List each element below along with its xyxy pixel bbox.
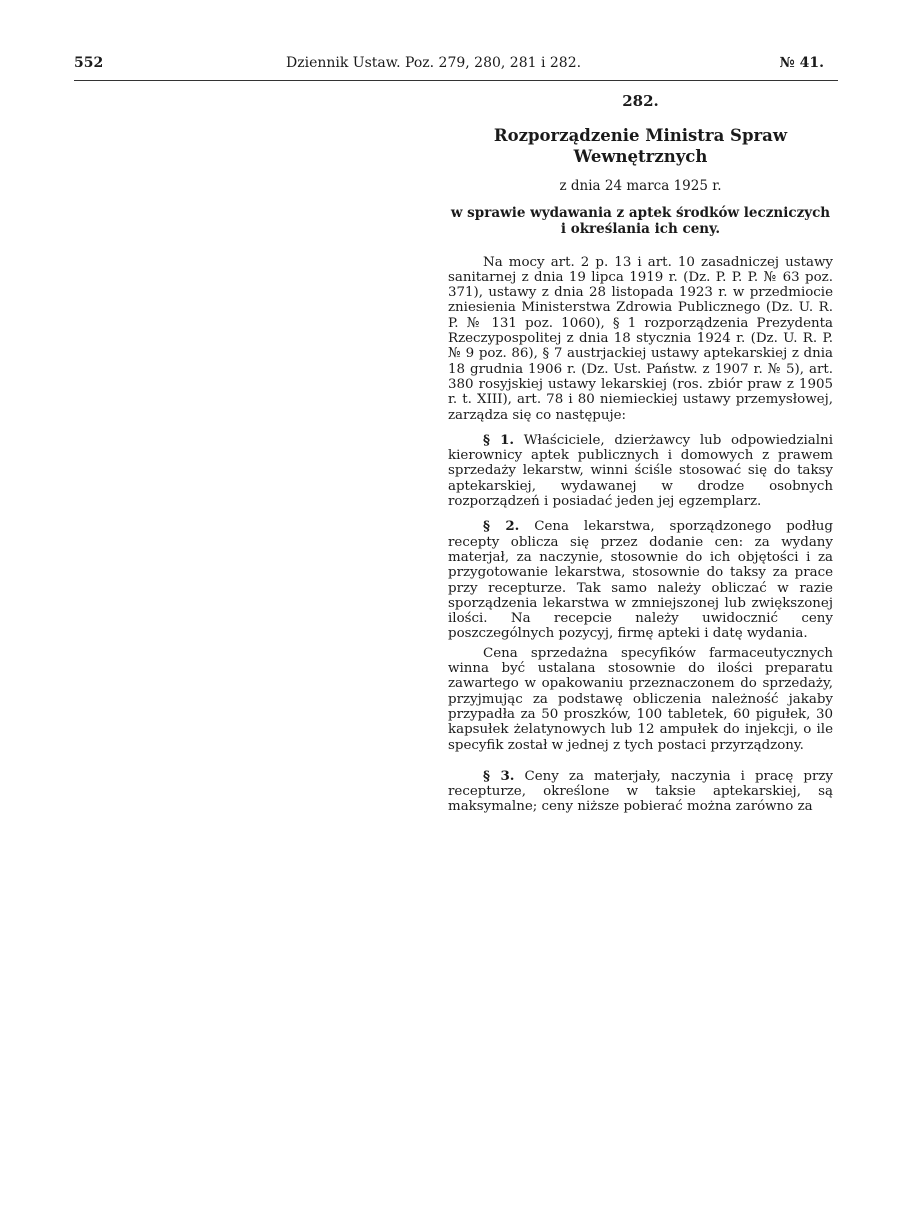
section-text: Cena sprzedażna specyfików farmaceutycznych winna być ustalana stosownie do ilości preparatu zawartego w opakowaniu przeznaczonem do sprzedaży, przyjmując za podstawę obliczenia należność jakaby przypadła za 50 proszków, 100 tabletek, 60 pigułek, 30 kapsułek żelatynowych lub 12 ampułek do injekcji, o ile specyfik został w jednej z tych postaci przyrządzony. [448, 645, 833, 753]
running-header [74, 55, 838, 79]
section-text: Właściciele, dzierżawcy lub odpowiedzialni kierownicy aptek publicznych i domowych z prawem sprzedaży lekarstw, winni ściśle stosować się do taksy aptekarskiej, wydawanej w drodze osobnych rozporządzeń i posiadać jeden jej egzemplarz. [448, 432, 833, 510]
section-paragraph [448, 519, 833, 641]
position-number: 282. [622, 92, 659, 110]
journal-title: Dziennik Ustaw. Poz. 279, 280, 281 i 282. [286, 55, 582, 71]
regulation-title: Rozporządzenie Ministra Spraw Wewnętrznych [493, 126, 788, 167]
regulation-date: z dnia 24 marca 1925 r. [559, 178, 722, 195]
page-number: 552 [74, 55, 104, 71]
section-label: § 2. [483, 518, 520, 535]
section-label: § 1. [483, 431, 515, 448]
preamble-paragraph: Na mocy art. 2 p. 13 i art. 10 zasadniczej ustawy sanitarnej z dnia 19 lipca 1919 r. (Dz. P. P. P. № 63 poz. 371), ustawy z dnia 28 listopada 1923 r. w przedmiocie zniesienia Ministerstwa Zdrowia Publicznego (Dz. U. R. P. № 131 poz. 1060), § 1 rozporządzenia Prezydenta Rzeczypospolitej z dnia 18 stycznia 1924 r. (Dz. U. R. P. № 9 poz. 86), § 7 austrjackiej ustawy aptekarskiej z dnia 18 grudnia 1906 r. (Dz. Ust. Państw. z 1907 r. № 5), art. 380 rosyjskiej ustawy lekarskiej (ros. zbiór praw z 1905 r. t. XIII), art. 78 i 80 niemieckiej ustawy przemysłowej, zarządza się co następuje: [448, 254, 833, 423]
section-paragraph [448, 433, 833, 509]
section-paragraph [448, 769, 833, 815]
section-paragraph [448, 646, 833, 753]
section-label: § 3. [483, 767, 515, 784]
regulation-subject: w sprawie wydawania z aptek środków leczniczych i określania ich ceny. [450, 204, 831, 237]
section-text: Cena lekarstwa, sporządzonego podług recepty oblicza się przez dodanie cen: za wydany materjał, za naczynie, stosownie do ich objętości i za przygotowanie lekarstwa, stosownie do taksy za prace przy recepturze. Tak samo należy obliczać w razie sporządzenia lekarstwa w zmniejszonej lub zwiększonej ilości. Na recepcie należy uwidocznić ceny poszczególnych pozycyj, firmę apteki i datę wydania. [448, 519, 833, 642]
issue-number: № 41. [779, 55, 824, 71]
header-rule [74, 80, 838, 81]
section-text: Ceny za materjały, naczynia i pracę przy recepturze, określone w taksie aptekarskiej, są maksymalne; ceny niższe pobierać można zarówno za [448, 768, 834, 815]
regulation-column [448, 92, 833, 815]
